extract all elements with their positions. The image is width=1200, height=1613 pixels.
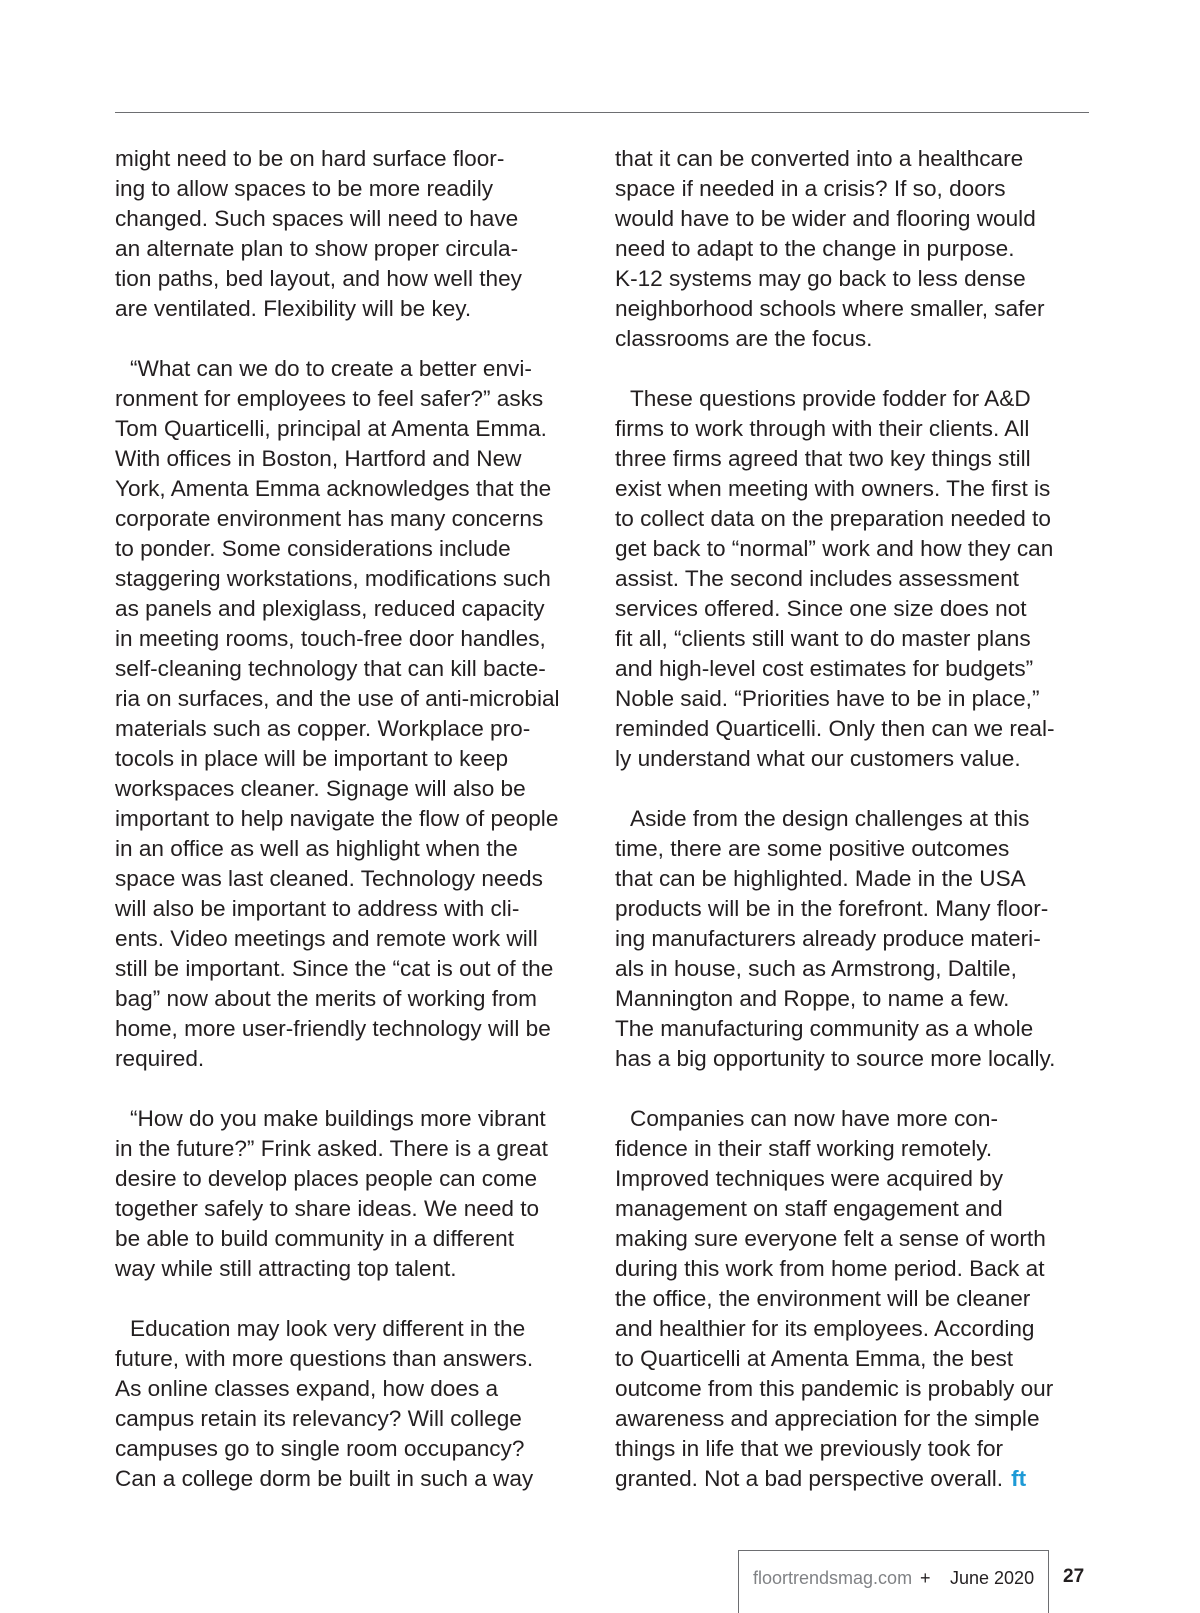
paragraph — [115, 1314, 597, 1494]
text-line: management on staff engagement and — [615, 1196, 1003, 1221]
text-line: corporate environment has many concerns — [115, 506, 544, 531]
text-line: self-cleaning technology that can kill bacte- — [115, 656, 546, 681]
text-line: workspaces cleaner. Signage will also be — [115, 776, 526, 801]
text-line: will also be important to address with cli- — [115, 896, 520, 921]
text-line: would have to be wider and flooring would — [615, 206, 1036, 231]
text-line: home, more user-friendly technology will be — [115, 1016, 551, 1041]
article-column-left — [115, 144, 597, 1524]
text-line: exist when meeting with owners. The first is — [615, 476, 1051, 501]
text-line — [615, 1464, 1097, 1494]
text-line: future, with more questions than answers. — [115, 1346, 534, 1371]
text-line: ing manufacturers already produce materi- — [615, 926, 1041, 951]
text-line: that it can be converted into a healthcare — [615, 146, 1024, 171]
footer-separator: + — [920, 1568, 931, 1588]
text-line: With offices in Boston, Hartford and New — [115, 446, 522, 471]
text-line: outcome from this pandemic is probably our — [615, 1376, 1054, 1401]
text-line: three firms agreed that two key things still — [615, 446, 1031, 471]
text-line: space if needed in a crisis? If so, doors — [615, 176, 1006, 201]
text-line: changed. Such spaces will need to have — [115, 206, 519, 231]
page-footer — [738, 1550, 1088, 1613]
text-line-content: granted. Not a bad perspective overall. — [615, 1466, 1004, 1491]
text-line: fidence in their staff working remotely. — [615, 1136, 993, 1161]
text-line: together safely to share ideas. We need to — [115, 1196, 540, 1221]
text-line: awareness and appreciation for the simple — [615, 1406, 1040, 1431]
text-line: As online classes expand, how does a — [115, 1376, 499, 1401]
text-line: Education may look very different in the — [130, 1316, 526, 1341]
text-line: way while still attracting top talent. — [115, 1256, 457, 1281]
text-line: products will be in the forefront. Many floor- — [615, 896, 1049, 921]
footer-box — [738, 1550, 1049, 1613]
text-line: tion paths, bed layout, and how well they — [115, 266, 522, 291]
text-line: has a big opportunity to source more locally. — [615, 1046, 1056, 1071]
text-line: are ventilated. Flexibility will be key. — [115, 296, 472, 321]
end-of-article-mark: ft — [1011, 1466, 1027, 1491]
page-number: 27 — [1063, 1566, 1085, 1587]
paragraph — [615, 384, 1097, 774]
text-line: bag” now about the merits of working from — [115, 986, 537, 1011]
paragraph — [115, 144, 597, 324]
text-line: space was last cleaned. Technology needs — [115, 866, 543, 891]
text-line: Tom Quarticelli, principal at Amenta Emma. — [115, 416, 547, 441]
text-line: ents. Video meetings and remote work will — [115, 926, 538, 951]
footer-website: floortrendsmag.com — [753, 1568, 913, 1588]
text-line: firms to work through with their clients. All — [615, 416, 1030, 441]
text-line: campus retain its relevancy? Will college — [115, 1406, 522, 1431]
text-line: The manufacturing community as a whole — [615, 1016, 1034, 1041]
text-line: tocols in place will be important to keep — [115, 746, 509, 771]
text-line: important to help navigate the flow of people — [115, 806, 559, 831]
text-line: Improved techniques were acquired by — [615, 1166, 1004, 1191]
text-line: York, Amenta Emma acknowledges that the — [115, 476, 552, 501]
text-line: staggering workstations, modifications such — [115, 566, 551, 591]
text-line: making sure everyone felt a sense of worth — [615, 1226, 1046, 1251]
header-rule — [115, 112, 1089, 113]
text-line: things in life that we previously took for — [615, 1436, 1004, 1461]
text-line: an alternate plan to show proper circula- — [115, 236, 519, 261]
text-line: services offered. Since one size does not — [615, 596, 1027, 621]
text-line: campuses go to single room occupancy? — [115, 1436, 525, 1461]
text-line: ing to allow spaces to be more readily — [115, 176, 494, 201]
paragraph — [615, 1104, 1097, 1494]
text-line: classrooms are the focus. — [615, 326, 873, 351]
paragraph — [615, 804, 1097, 1074]
paragraph — [115, 354, 597, 1074]
text-line: to collect data on the preparation needed to — [615, 506, 1051, 531]
text-line: required. — [115, 1046, 205, 1071]
text-line: time, there are some positive outcomes — [615, 836, 1010, 861]
text-line: These questions provide fodder for A&D — [630, 386, 1031, 411]
text-line: desire to develop places people can come — [115, 1166, 538, 1191]
text-line: Mannington and Roppe, to name a few. — [615, 986, 1010, 1011]
text-line: in an office as well as highlight when the — [115, 836, 518, 861]
text-line: as panels and plexiglass, reduced capacity — [115, 596, 545, 621]
text-line: neighborhood schools where smaller, safer — [615, 296, 1045, 321]
text-line: “How do you make buildings more vibrant — [130, 1106, 546, 1131]
text-line: still be important. Since the “cat is out of the — [115, 956, 554, 981]
text-line: Companies can now have more con- — [630, 1106, 998, 1131]
footer-issue-date: June 2020 — [950, 1568, 1035, 1588]
text-line: in meeting rooms, touch-free door handles, — [115, 626, 546, 651]
text-line: Aside from the design challenges at this — [630, 806, 1030, 831]
text-line: get back to “normal” work and how they can — [615, 536, 1054, 561]
text-line: might need to be on hard surface floor- — [115, 146, 505, 171]
text-line: and healthier for its employees. According — [615, 1316, 1035, 1341]
text-line: be able to build community in a different — [115, 1226, 514, 1251]
text-line: ria on surfaces, and the use of anti-microbial — [115, 686, 560, 711]
text-line: during this work from home period. Back at — [615, 1256, 1045, 1281]
text-line: to ponder. Some considerations include — [115, 536, 511, 561]
text-line: to Quarticelli at Amenta Emma, the best — [615, 1346, 1014, 1371]
text-line: “What can we do to create a better envi- — [130, 356, 532, 381]
text-line: and high-level cost estimates for budgets” — [615, 656, 1034, 681]
paragraph — [115, 1104, 597, 1284]
text-line: Can a college dorm be built in such a way — [115, 1466, 534, 1491]
text-line: Noble said. “Priorities have to be in place,” — [615, 686, 1040, 711]
text-line: in the future?” Frink asked. There is a great — [115, 1136, 548, 1161]
text-line: ly understand what our customers value. — [615, 746, 1021, 771]
text-line: K-12 systems may go back to less dense — [615, 266, 1026, 291]
text-line: assist. The second includes assessment — [615, 566, 1019, 591]
text-line: materials such as copper. Workplace pro- — [115, 716, 531, 741]
text-line: fit all, “clients still want to do master plans — [615, 626, 1031, 651]
text-line: that can be highlighted. Made in the USA — [615, 866, 1026, 891]
text-line: als in house, such as Armstrong, Daltile, — [615, 956, 1017, 981]
text-line: the office, the environment will be cleaner — [615, 1286, 1031, 1311]
text-line: ronment for employees to feel safer?” asks — [115, 386, 544, 411]
text-line: need to adapt to the change in purpose. — [615, 236, 1015, 261]
text-line: reminded Quarticelli. Only then can we real- — [615, 716, 1055, 741]
paragraph — [615, 144, 1097, 354]
article-column-right — [615, 144, 1097, 1524]
